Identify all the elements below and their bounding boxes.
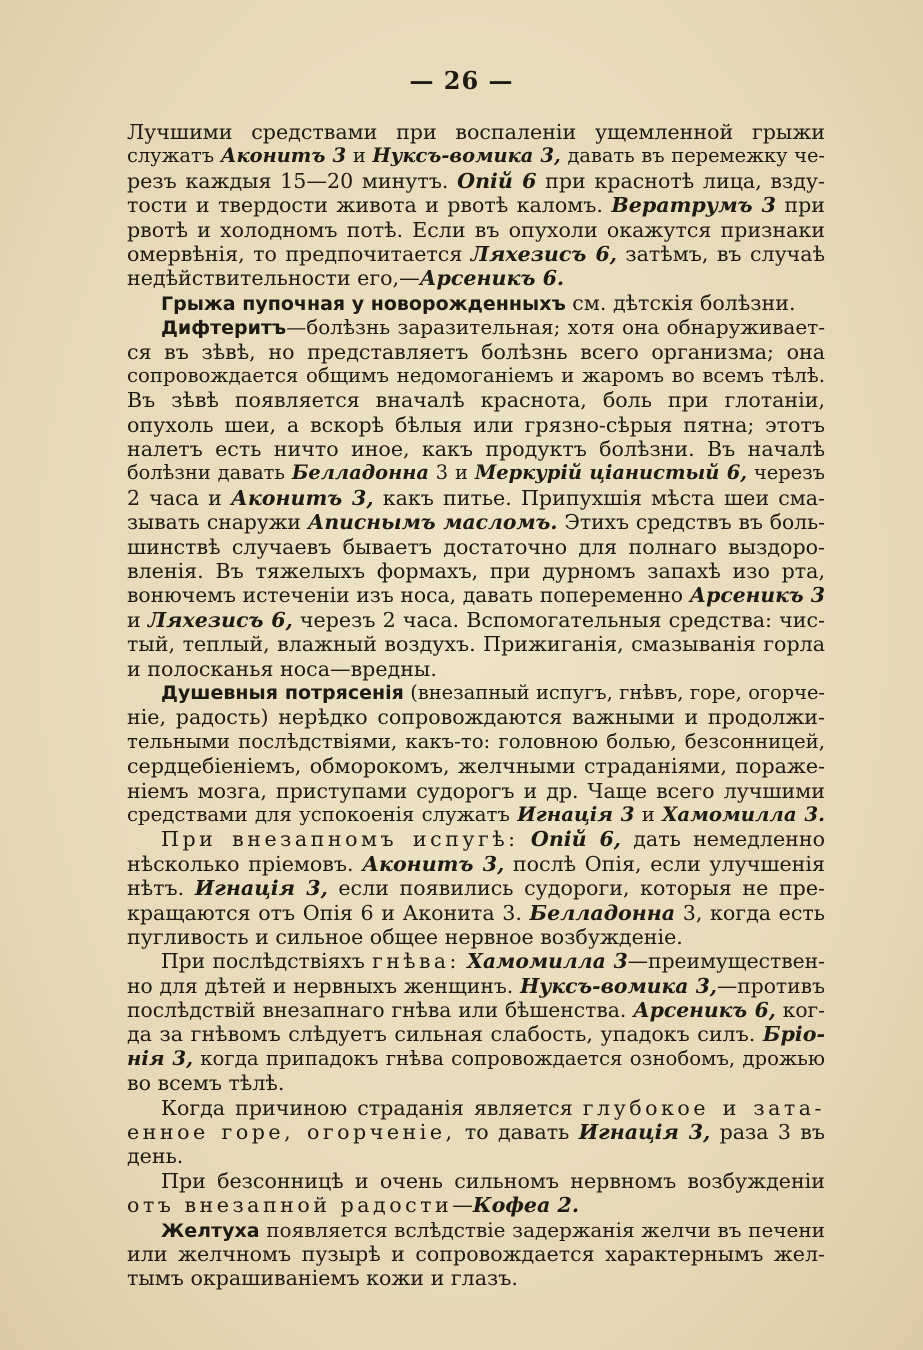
spaced-text: енное горе, огорченіе, (127, 1120, 456, 1145)
text-line: день. (127, 1144, 184, 1169)
text-run (519, 827, 531, 851)
text-line (127, 510, 825, 534)
remedy-name: Белладонна (291, 461, 429, 485)
remedy-name: Ляхезисъ 6, (147, 607, 293, 632)
text-line (127, 193, 825, 217)
remedy-name: Опій 6, (530, 827, 621, 852)
text-run: омервѣнія, то предпочитается (127, 241, 471, 266)
text-line (127, 1047, 825, 1071)
text-run: послѣдствій внезапнаго гнѣва или бѣшенства. (127, 998, 634, 1023)
remedy-name: Белладонна (529, 900, 676, 925)
text-line (127, 291, 825, 315)
text-run: нѣтъ. (127, 876, 195, 901)
text-run: 2 часа и (127, 485, 232, 510)
text-line (127, 486, 825, 510)
text-run: 3 и (428, 461, 475, 485)
text-run: затѣмъ, въ случаѣ (616, 241, 825, 266)
remedy-name: Хамомилла 3 (467, 949, 628, 974)
text-line (127, 1193, 825, 1217)
text-line: шинствѣ случаевъ бываетъ достаточно для полнаго выздоро- (127, 534, 825, 559)
remedy-name: Игнація 3, (194, 876, 328, 901)
remedy-name: Хамомилла 3. (662, 802, 825, 826)
remedy-name: Ляхезисъ 6, (470, 241, 617, 266)
remedy-name: Кофеа 2. (472, 1193, 580, 1218)
text-run: резъ каждыя 15—20 минутъ. (127, 168, 458, 193)
text-line (127, 169, 825, 193)
text-line: тымъ окрашиваніемъ кожи и глазъ. (127, 1266, 518, 1291)
text-line: во всемъ тѣлѣ. (127, 1071, 285, 1096)
text-line (127, 583, 825, 607)
text-line (127, 315, 825, 339)
entry-heading: Желтуха (161, 1219, 260, 1242)
remedy-name: Аписнымъ масломъ. (307, 510, 558, 535)
text-run: да за гнѣвомъ слѣдуетъ сильная слабость, упадокъ силъ. (127, 1022, 763, 1047)
text-line (127, 852, 825, 876)
text-run: нѣсколько пріемовъ. (127, 851, 363, 876)
text-run: то давать (455, 1120, 579, 1145)
text-line: ся въ зѣвѣ, но представляетъ болѣзнь всего организма; она (127, 339, 825, 364)
text-run: если появились судороги, которыя не пре- (327, 876, 825, 901)
text-run: —болѣзнь заразительная; хотя она обнаруживает- (286, 315, 825, 340)
remedy-name: Аконитъ 3 (220, 144, 347, 168)
text-run: средствами для успокоенія служатъ (127, 802, 518, 826)
remedy-name: Арсеникъ 6. (419, 266, 565, 291)
text-run: Этихъ средствъ въ боль- (557, 510, 825, 535)
text-line (127, 1096, 825, 1120)
text-run: служатъ (127, 144, 221, 168)
text-line: тельными послѣдствіями, какъ-то: головною болью, безсонницей, (127, 729, 825, 753)
remedy-name: Аконитъ 3, (362, 851, 505, 876)
text-line (127, 266, 825, 290)
text-line (127, 1218, 825, 1242)
text-line (127, 901, 825, 925)
text-run: но для дѣтей и нервныхъ женщинъ. (127, 973, 521, 998)
text-line: Лучшими средствами при воспаленіи ущемленной грыжи (127, 120, 825, 144)
text-run: при (775, 193, 825, 218)
text-line (127, 1120, 825, 1144)
text-line (127, 827, 825, 851)
text-run: —преимуществен- (627, 949, 826, 974)
text-line: налетъ есть ничто иное, какъ продуктъ болѣзни. Въ началѣ (127, 437, 825, 462)
text-run: давать въ перемежку че- (560, 144, 825, 168)
remedy-name: Нуксъ-вомика 3, (520, 973, 717, 998)
text-run: При послѣдствіяхъ (161, 949, 373, 974)
spaced-text: гнѣва: (372, 949, 460, 974)
entry-heading: Дифтеритъ (161, 317, 287, 340)
text-line: и полосканья носа—вредны. (127, 656, 437, 681)
text-run: зывать снаружи (127, 510, 308, 535)
remedy-name: нія 3, (127, 1046, 193, 1070)
text-run: вонючемъ истеченіи изъ носа, давать попеременно (127, 583, 690, 608)
text-line (127, 242, 825, 266)
text-run: и (346, 144, 373, 168)
text-line: вленія. Въ тяжелыхъ формахъ, при дурномъ запахѣ изо рта, (127, 559, 825, 584)
spaced-text: отъ внезапной радости (127, 1193, 453, 1218)
text-line: опухоль шеи, а вскорѣ бѣлыя или грязно-сѣрыя пятна; этотъ (127, 412, 825, 437)
text-line (127, 461, 825, 485)
text-line: ніе, радость) нерѣдко сопровождаются важными и продолжи- (127, 705, 825, 730)
page-text (127, 120, 825, 1291)
text-run: и (127, 607, 148, 632)
text-run: черезъ (747, 461, 825, 485)
text-line: Въ зѣвѣ появляется вначалѣ краснота, боль при глотаніи, (127, 388, 825, 413)
text-run: черезъ 2 часа. Вспомогательныя средства: чис- (292, 607, 825, 632)
spaced-text: глубокое и зата- (582, 1095, 825, 1120)
text-run: ког- (775, 998, 826, 1023)
text-run: — (452, 1193, 473, 1218)
text-run: недѣйствительности его,— (127, 266, 420, 291)
remedy-name: Игнація 3 (517, 802, 635, 826)
text-run: —противъ (716, 973, 825, 998)
text-line: или желчномъ пузырѣ и сопровождается характернымъ жел- (127, 1241, 825, 1266)
text-line: ніемъ мозга, приступами судорогъ и др. Чаще всего лучшими (127, 778, 825, 803)
text-run: тости и твердости живота и рвотѣ каломъ. (127, 193, 612, 218)
remedy-name: Вератрумъ 3 (611, 193, 776, 218)
text-line (127, 876, 825, 900)
text-run: Когда причиною страданія является (161, 1095, 583, 1120)
entry-heading: Душевныя потрясенія (161, 681, 404, 704)
text-line: сопровождается общимъ недомоганіемъ и жаромъ во всемъ тѣлѣ. (127, 363, 825, 387)
text-run: появляется вслѣдствіе задержанія желчи въ печени (259, 1217, 825, 1242)
text-line (127, 998, 825, 1022)
text-run: когда припадокъ гнѣва сопровождается ознобомъ, дрожью (192, 1046, 825, 1070)
text-run: раза 3 въ (710, 1120, 825, 1145)
text-line: рвотѣ и холодномъ потѣ. Если въ опухоли окажутся признаки (127, 217, 825, 242)
text-run: 3, когда есть (675, 900, 825, 925)
text-line (127, 608, 825, 632)
remedy-name: Нуксъ-вомика 3, (372, 144, 561, 168)
text-run: послѣ Опія, если улучшенія (504, 851, 825, 876)
remedy-name: Аконитъ 3, (231, 485, 374, 510)
text-line (127, 803, 825, 827)
text-line: пугливость и сильное общее нервное возбужденіе. (127, 924, 683, 949)
text-line (127, 144, 825, 168)
text-line: сердцебіеніемъ, обморокомъ, желчными страданіями, пораже- (127, 754, 825, 779)
text-run: см. дѣтскія болѣзни. (565, 290, 796, 315)
text-line (127, 1022, 825, 1046)
text-run: кращаются отъ Опія 6 и Аконита 3. (127, 900, 530, 925)
text-line (127, 974, 825, 998)
text-line: При безсонницѣ и очень сильномъ нервномъ возбужденіи (161, 1168, 825, 1193)
text-run: какъ питье. Припухшія мѣста шеи смa- (373, 485, 826, 510)
text-run: (внезапный испугъ, гнѣвъ, горе, огорче- (403, 680, 825, 704)
text-run: болѣзни давать (127, 461, 292, 485)
text-line: тый, теплый, влажный воздухъ. Прижиганія, смазыванія горла (127, 632, 825, 657)
entry-heading: Грыжа пупочная у новорожденныхъ (161, 292, 566, 315)
remedy-name: Арсеникъ 3 (689, 583, 825, 608)
remedy-name: Меркурій ціанистый 6, (474, 461, 748, 485)
spaced-text: При внезапномъ испугѣ: (161, 827, 519, 852)
text-run: и (634, 802, 663, 826)
remedy-name: Бріо- (762, 1022, 825, 1047)
remedy-name: Опій 6 (457, 168, 537, 193)
remedy-name: Арсеникъ 6, (633, 998, 776, 1023)
remedy-name: Игнація 3, (578, 1120, 711, 1145)
text-line (127, 681, 825, 705)
text-line (127, 949, 825, 973)
text-run: дать немедленно (620, 827, 825, 852)
page-number: — 26 — (409, 66, 514, 95)
text-run: при краснотѣ лица, взду- (536, 168, 825, 193)
